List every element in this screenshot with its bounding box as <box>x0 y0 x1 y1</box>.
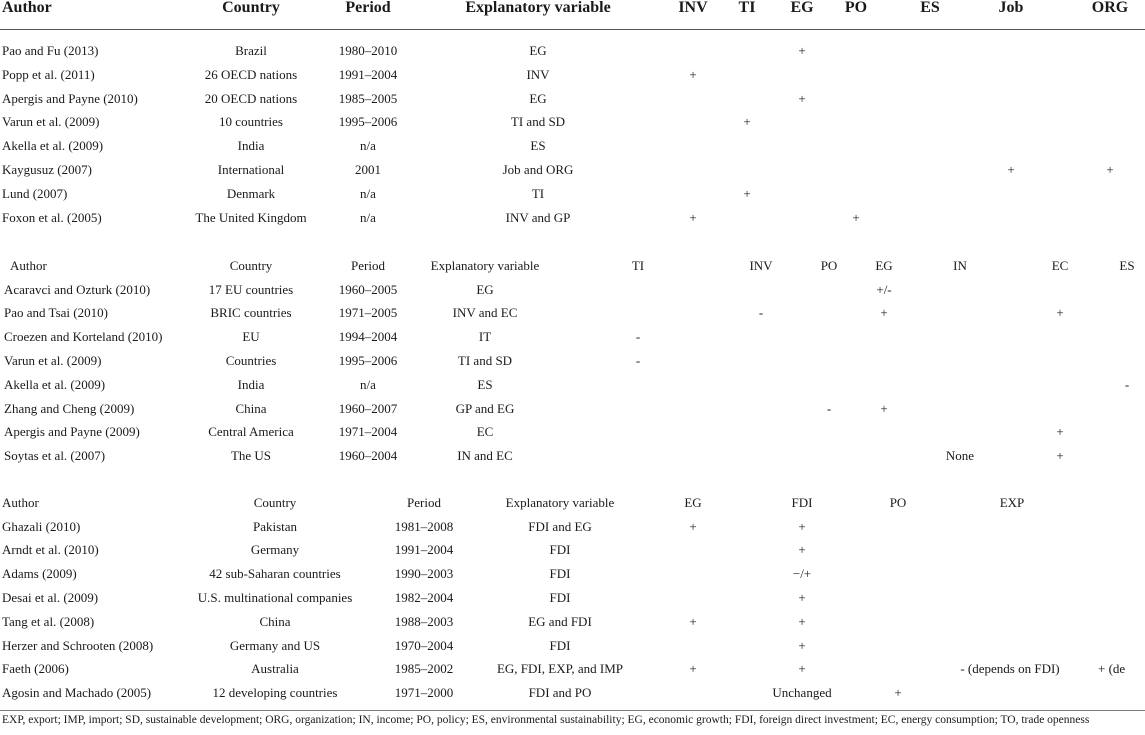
section2-cell-r4-c0: Akella et al. (2009) <box>4 376 106 392</box>
section2-cell-r5-c6: - <box>826 400 832 416</box>
section2-cell-r6-c9: + <box>1056 424 1064 440</box>
section2-cell-r3-c1: Countries <box>225 352 277 368</box>
section1-cell-r5-c3: Job and ORG <box>502 162 574 177</box>
section1-cell-r2-c3: EG <box>529 90 547 106</box>
section3-cell-r6-c1: Australia <box>251 661 299 677</box>
section3-cell-r5-c2: 1970–2004 <box>394 637 454 653</box>
section1-cell-r1-c0: Popp et al. (2011) <box>2 66 95 82</box>
section2-cell-r6-c3: EC <box>476 424 494 440</box>
section3-cell-r6-c5: + <box>798 661 806 677</box>
section3-header-1: Country <box>253 495 297 510</box>
section1-cell-r5-c10: + <box>1106 162 1114 177</box>
section3-cell-r6-c0: Faeth (2006) <box>2 661 69 677</box>
section2-cell-r6-c2: 1971–2004 <box>338 424 398 440</box>
section3-header-7: EXP <box>999 495 1025 510</box>
section1-cell-r7-c7: + <box>852 209 860 225</box>
section3-cell-r2-c1: 42 sub-Saharan countries <box>209 566 341 582</box>
section1-cell-r7-c0: Foxon et al. (2005) <box>2 209 102 225</box>
section3-cell-r3-c5: + <box>798 589 806 605</box>
section1-cell-r5-c2: 2001 <box>355 162 381 177</box>
section3-cell-r3-c2: 1982–2004 <box>394 589 454 605</box>
section3-header-5: FDI <box>791 495 813 510</box>
section1-cell-r0-c2: 1980–2010 <box>338 43 398 58</box>
section1-header-9: Job <box>998 0 1024 16</box>
section2-cell-r7-c8: None <box>945 448 975 464</box>
section3-cell-r7-c0: Agosin and Machado (2005) <box>2 685 152 701</box>
section2-header-6: PO <box>820 258 838 273</box>
section3-cell-r1-c3: FDI <box>549 542 571 558</box>
section2-header-0: Author <box>10 258 47 273</box>
section1-cell-r1-c2: 1991–2004 <box>338 66 398 82</box>
section1-cell-r5-c9: + <box>1007 162 1015 177</box>
section2-cell-r0-c7: +/- <box>876 281 892 297</box>
section2-cell-r3-c3: TI and SD <box>457 352 513 368</box>
section2-cell-r3-c0: Varun et al. (2009) <box>4 352 102 368</box>
section2-header-8: IN <box>953 258 967 273</box>
section2-cell-r6-c1: Central America <box>208 424 294 440</box>
section2-cell-r0-c1: 17 EU countries <box>208 281 294 297</box>
section2-cell-r1-c3: INV and EC <box>452 305 518 321</box>
section2-cell-r1-c2: 1971–2005 <box>338 305 398 321</box>
section3-cell-r6-c8: + (de <box>1098 661 1126 677</box>
section1-cell-r3-c3: TI and SD <box>510 114 566 130</box>
section2-cell-r2-c2: 1994–2004 <box>338 329 398 345</box>
section1-cell-r5-c1: International <box>217 162 285 177</box>
section3-cell-r0-c1: Pakistan <box>252 518 298 534</box>
section2-cell-r2-c1: EU <box>242 329 260 345</box>
section3-cell-r0-c4: + <box>689 518 697 534</box>
section3-cell-r6-c2: 1985–2002 <box>394 661 454 677</box>
section3-cell-r4-c5: + <box>798 613 806 629</box>
section1-cell-r6-c3: TI <box>531 185 545 201</box>
section1-cell-r4-c3: ES <box>530 138 546 154</box>
section1-cell-r7-c3: INV and GP <box>505 209 571 225</box>
section3-cell-r6-c4: + <box>689 661 697 677</box>
header-rule <box>0 29 1145 30</box>
section2-cell-r5-c1: China <box>235 400 267 416</box>
section1-cell-r3-c2: 1995–2006 <box>338 114 398 130</box>
section3-cell-r0-c5: + <box>798 518 806 534</box>
section3-cell-r3-c1: U.S. multinational companies <box>197 589 353 605</box>
section3-cell-r6-c7: - (depends on FDI) <box>960 661 1060 677</box>
section3-header-3: Explanatory variable <box>505 495 615 510</box>
section2-cell-r7-c9: + <box>1056 448 1064 464</box>
section1-cell-r3-c0: Varun et al. (2009) <box>2 114 100 130</box>
section3-header-2: Period <box>407 495 441 510</box>
section2-cell-r3-c2: 1995–2006 <box>338 352 398 368</box>
section1-header-3: Explanatory variable <box>465 0 611 16</box>
section3-cell-r0-c3: FDI and EG <box>528 518 592 534</box>
section2-cell-r1-c0: Pao and Tsai (2010) <box>4 305 108 321</box>
section2-header-2: Period <box>351 258 385 273</box>
section1-cell-r1-c4: + <box>689 66 697 82</box>
section3-cell-r4-c0: Tang et al. (2008) <box>2 613 95 629</box>
section2-cell-r4-c2: n/a <box>360 376 376 392</box>
section3-header-4: EG <box>684 495 702 510</box>
section1-cell-r4-c2: n/a <box>360 138 376 154</box>
section1-cell-r3-c5: + <box>743 114 751 130</box>
section3-cell-r1-c1: Germany <box>250 542 300 558</box>
table-footnote: EXP, export; IMP, import; SD, sustainable development; ORG, organization; IN, income; PO, policy; ES, environmental sustainability; EG, economic growth; FDI, foreign direct investment; EC, energy consumption; TO, trade openness <box>2 714 1090 726</box>
section1-cell-r4-c0: Akella et al. (2009) <box>2 138 104 154</box>
section3-cell-r4-c4: + <box>689 613 697 629</box>
section1-header-4: INV <box>678 0 708 16</box>
section3-cell-r0-c0: Ghazali (2010) <box>2 518 81 534</box>
section2-cell-r5-c7: + <box>880 400 888 416</box>
section1-cell-r2-c0: Apergis and Payne (2010) <box>2 90 138 106</box>
section3-cell-r5-c5: + <box>798 637 806 653</box>
section2-cell-r2-c4: - <box>635 329 641 345</box>
section2-cell-r4-c10: - <box>1124 376 1130 392</box>
section2-cell-r7-c2: 1960–2004 <box>338 448 398 464</box>
section1-header-2: Period <box>345 0 391 16</box>
section1-cell-r5-c0: Kaygusuz (2007) <box>2 162 92 177</box>
section2-cell-r7-c0: Soytas et al. (2007) <box>4 448 106 464</box>
section2-cell-r2-c3: IT <box>478 329 492 345</box>
section3-cell-r7-c2: 1971–2000 <box>394 685 454 701</box>
section3-cell-r4-c3: EG and FDI <box>528 613 592 629</box>
section3-cell-r7-c5: Unchanged <box>772 685 832 701</box>
section1-cell-r7-c1: The United Kingdom <box>195 209 307 225</box>
section2-cell-r1-c9: + <box>1056 305 1064 321</box>
section3-cell-r1-c2: 1991–2004 <box>394 542 454 558</box>
section2-cell-r7-c3: IN and EC <box>457 448 513 464</box>
section2-header-7: EG <box>875 258 893 273</box>
section2-cell-r0-c0: Acaravci and Ozturk (2010) <box>4 281 151 297</box>
section2-cell-r1-c7: + <box>880 305 888 321</box>
section3-cell-r1-c5: + <box>798 542 806 558</box>
section3-cell-r2-c0: Adams (2009) <box>2 566 77 582</box>
section1-header-6: EG <box>790 0 814 16</box>
section2-header-10: ES <box>1119 258 1135 273</box>
section1-header-10: ORG <box>1091 0 1129 16</box>
section2-header-9: EC <box>1051 258 1069 273</box>
section3-cell-r7-c6: + <box>894 685 902 701</box>
section2-cell-r4-c3: ES <box>477 376 493 392</box>
section1-cell-r7-c2: n/a <box>360 209 376 225</box>
section3-cell-r4-c1: China <box>259 613 291 629</box>
section1-cell-r6-c0: Lund (2007) <box>2 185 68 201</box>
section3-cell-r7-c3: FDI and PO <box>528 685 592 701</box>
section3-cell-r0-c2: 1981–2008 <box>394 518 454 534</box>
section1-cell-r0-c6: + <box>798 43 806 58</box>
section1-cell-r4-c1: India <box>237 138 265 154</box>
section3-cell-r2-c3: FDI <box>549 566 571 582</box>
section3-cell-r2-c5: −/+ <box>792 566 812 582</box>
section2-cell-r5-c2: 1960–2007 <box>338 400 398 416</box>
section3-cell-r5-c0: Herzer and Schrooten (2008) <box>2 637 154 653</box>
section3-header-0: Author <box>2 495 39 510</box>
footer-rule <box>0 710 1145 711</box>
section3-cell-r3-c0: Desai et al. (2009) <box>2 589 99 605</box>
section3-cell-r1-c0: Arndt et al. (2010) <box>2 542 99 558</box>
section1-header-0: Author <box>2 0 52 16</box>
section2-header-3: Explanatory variable <box>430 258 540 273</box>
section1-cell-r0-c0: Pao and Fu (2013) <box>2 43 99 58</box>
section3-cell-r3-c3: FDI <box>549 589 571 605</box>
section2-cell-r2-c0: Croezen and Korteland (2010) <box>4 329 163 345</box>
section2-header-5: INV <box>749 258 773 273</box>
section3-cell-r4-c2: 1988–2003 <box>394 613 454 629</box>
section1-cell-r0-c3: EG <box>529 43 547 58</box>
section2-cell-r5-c3: GP and EG <box>455 400 515 416</box>
section1-header-5: TI <box>738 0 756 16</box>
section2-cell-r4-c1: India <box>237 376 265 392</box>
section2-header-1: Country <box>229 258 273 273</box>
section1-cell-r6-c1: Denmark <box>226 185 276 201</box>
section3-cell-r6-c3: EG, FDI, EXP, and IMP <box>496 661 624 677</box>
section1-header-8: ES <box>920 0 940 16</box>
section2-cell-r0-c2: 1960–2005 <box>338 281 398 297</box>
section2-cell-r1-c1: BRIC countries <box>210 305 292 321</box>
section3-cell-r5-c1: Germany and US <box>229 637 321 653</box>
section1-cell-r2-c1: 20 OECD nations <box>204 90 298 106</box>
section2-header-4: TI <box>631 258 645 273</box>
section1-cell-r2-c6: + <box>798 90 806 106</box>
section1-header-7: PO <box>844 0 868 16</box>
section2-cell-r1-c5: - <box>758 305 764 321</box>
section1-cell-r6-c2: n/a <box>360 185 376 201</box>
section1-cell-r2-c2: 1985–2005 <box>338 90 398 106</box>
section2-cell-r6-c0: Apergis and Payne (2009) <box>4 424 140 440</box>
section2-cell-r0-c3: EG <box>476 281 494 297</box>
section2-cell-r3-c4: - <box>635 352 641 368</box>
section2-cell-r5-c0: Zhang and Cheng (2009) <box>4 400 135 416</box>
section3-header-6: PO <box>889 495 907 510</box>
section1-cell-r1-c1: 26 OECD nations <box>204 66 298 82</box>
section2-cell-r7-c1: The US <box>230 448 272 464</box>
section3-cell-r5-c3: FDI <box>549 637 571 653</box>
section1-cell-r0-c1: Brazil <box>235 43 267 58</box>
section3-cell-r2-c2: 1990–2003 <box>394 566 454 582</box>
section1-cell-r1-c3: INV <box>526 66 550 82</box>
section1-cell-r3-c1: 10 countries <box>219 114 283 130</box>
section1-cell-r7-c4: + <box>689 209 697 225</box>
section3-cell-r7-c1: 12 developing countries <box>212 685 338 701</box>
section1-header-1: Country <box>222 0 280 16</box>
section1-cell-r6-c5: + <box>743 185 751 201</box>
